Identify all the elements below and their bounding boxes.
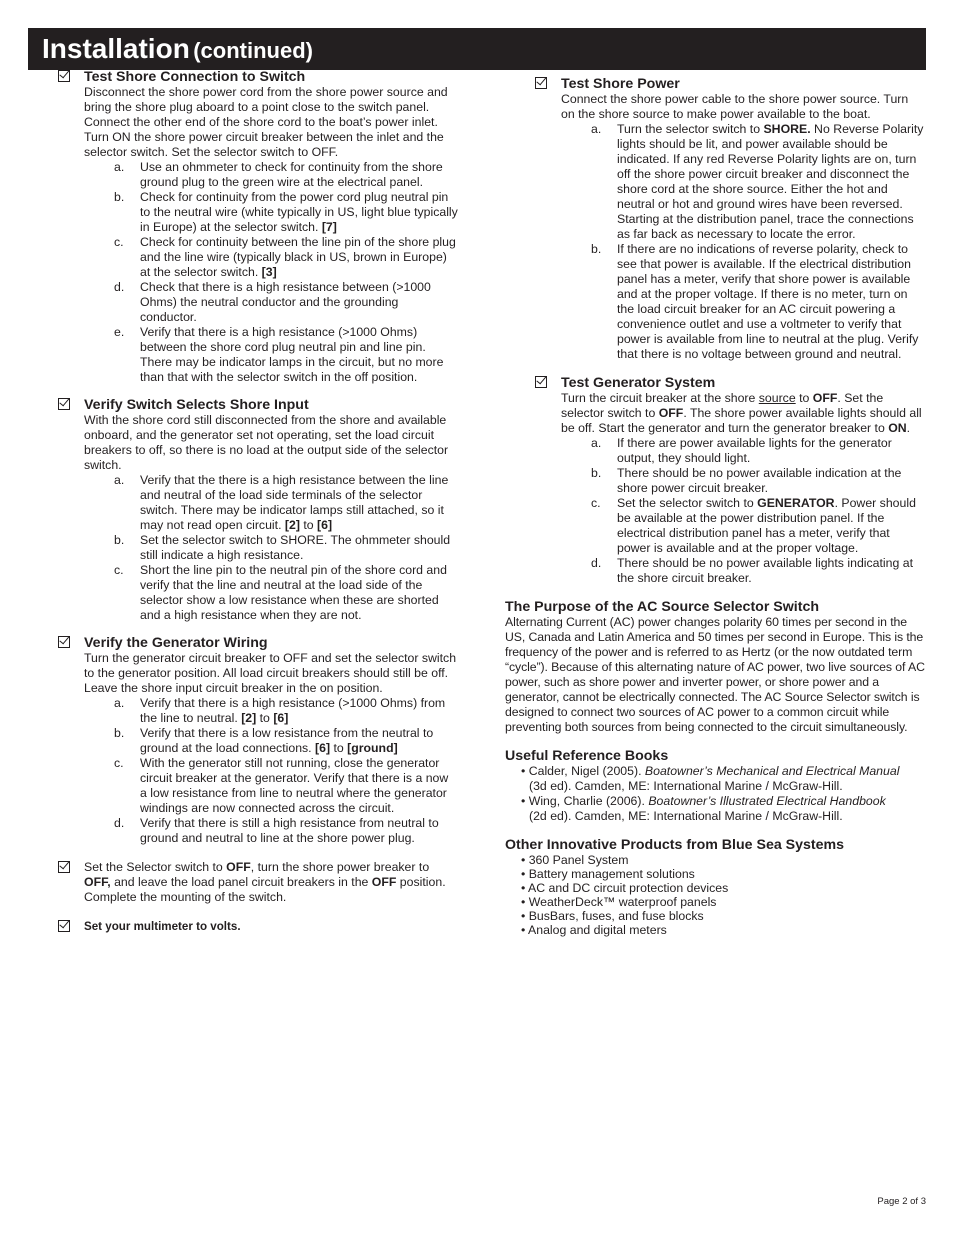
step-item: a. Verify that there is a high resistance (>1000 Ohms) from the line to neutral. [2] to [6] <box>114 696 446 725</box>
step-item: b. If there are no indications of reverse polarity, check to see that power is available. If the electrical distribution panel has a meter, verify that shore power is available and at the proper voltage. If there is no meter, turn on the load circuit breaker for an AC circuit powering a convenience outlet and use a voltmeter to verify that power is available from line to neutral at the plug. Verify that there is no voltage between ground and neutral. <box>591 242 919 361</box>
section-intro: Connect the shore power cable to the shore power source. Turn on the shore source to make power available to the boat. <box>561 92 909 121</box>
checkbox-icon <box>535 77 547 89</box>
section-purpose <box>505 599 925 735</box>
section-intro: Turn the circuit breaker at the shore source to OFF. Set the selector switch to OFF. The shore power available lights should all be off. Start the generator and turn the generator breaker to ON. <box>561 391 922 435</box>
section-title: Test Shore Connection to Switch <box>84 69 306 85</box>
header-subtitle: (continued) <box>193 38 313 63</box>
section-title: Other Innovative Products from Blue Sea Systems <box>505 837 845 853</box>
checkbox-icon <box>58 70 70 82</box>
left-column <box>58 69 458 934</box>
list-item: • Wing, Charlie (2006). Boatowner’s Illustrated Electrical Handbook (2d ed). Camden, ME: International Marine / McGraw-Hill. <box>521 794 886 823</box>
step-list <box>84 696 458 846</box>
section-other-products <box>505 837 925 937</box>
section-test-generator <box>535 375 925 586</box>
step-item: b. Check for continuity from the power cord plug neutral pin to the neutral wire (white typically in US, light blue typically in Europe) at the selector switch. [7] <box>114 190 458 234</box>
book-list <box>505 764 925 824</box>
checkbox-icon <box>58 861 70 873</box>
list-item: • 360 Panel System <box>521 853 629 867</box>
step-item: c. Check for continuity between the line pin of the shore plug and the line wire (typically black in US, brown in Europe) at the selector switch. [3] <box>114 235 456 279</box>
step-item: b. Set the selector switch to SHORE. The ohmmeter should still indicate a high resistance. <box>114 533 451 562</box>
section-title: Test Shore Power <box>561 76 680 92</box>
step-list <box>561 122 925 362</box>
list-item: • WeatherDeck™ waterproof panels <box>521 895 717 909</box>
section-title: Verify Switch Selects Shore Input <box>84 397 309 413</box>
step-item: e. Verify that there is a high resistance (>1000 Ohms) between the shore cord plug neutral pin and line pin. There may be indicator lamps in the circuit, but no more than that with the selector switch in the off position. <box>114 325 444 384</box>
list-item: • AC and DC circuit protection devices <box>521 881 729 895</box>
product-list <box>505 853 925 937</box>
list-item: • Battery management solutions <box>521 867 695 881</box>
step-item: b. There should be no power available indication at the shore power circuit breaker. <box>591 466 902 495</box>
step-item: b. Verify that there is a low resistance from the neutral to ground at the load connections. [6] to [ground] <box>114 726 434 755</box>
step-item: c. Short the line pin to the neutral pin of the shore cord and verify that the line and neutral at the load side of the selector show a low resistance when these are shorted and a high resistance when they are not. <box>114 563 447 622</box>
page-number: Page 2 of 3 <box>877 1196 926 1207</box>
section-verify-switch-shore <box>58 397 458 623</box>
step-item: d. Verify that there is still a high resistance from neutral to ground and neutral to line at the shore power plug. <box>114 816 439 845</box>
section-title: Verify the Generator Wiring <box>84 635 268 651</box>
checkbox-icon <box>58 398 70 410</box>
step-item: a. Turn the selector switch to SHORE. No Reverse Polarity lights should be lit, and power available should be indicated. If any red Reverse Polarity lights are on, turn off the shore power circuit breaker and disconnect the shore cord at the shore source. Either the hot and neutral or hot and ground wires have been reversed. Starting at the distribution panel, trace the connections as far back as necessary to locate the error. <box>591 122 924 241</box>
section-reference-books <box>505 748 925 824</box>
checkbox-icon <box>535 376 547 388</box>
section-intro: With the shore cord still disconnected from the shore and available onboard, and the generator set not operating, set the load circuit breakers to off, so there is no load at the output side of the selector switch. <box>84 413 449 472</box>
section-text: Set your multimeter to volts. <box>84 920 241 933</box>
section-text: Alternating Current (AC) power changes polarity 60 times per second in the US, Canada and Latin America and 50 times per second in Europe. This is the frequency of the power and is referred to as Hertz (or the now outdated term “cycle”). Because of this alternating nature of AC power, two live sources of AC power, such as shore power and inverter power, or shore power and a generator, cannot be electrically connected. The AC Source Selector switch is designed to connect two sources of AC power to a common circuit while preventing both sources from being connected to the circuit simultaneously. <box>505 615 925 734</box>
section-test-shore-power <box>535 76 925 362</box>
step-list <box>561 436 925 586</box>
step-list <box>84 160 458 385</box>
section-verify-generator <box>58 635 458 846</box>
step-item: d. There should be no power available lights indicating at the shore circuit breaker. <box>591 556 913 585</box>
section-intro: Disconnect the shore power cord from the shore power source and bring the shore plug aboard to a point close to the switch panel. Connect the other end of the shore cord to the boat’s power inlet. Turn ON the shore power circuit breaker between the inlet and the selector switch. Set the selector switch to OFF. <box>84 85 448 159</box>
section-title: The Purpose of the AC Source Selector Switch <box>505 599 820 615</box>
list-item: • BusBars, fuses, and fuse blocks <box>521 909 704 923</box>
section-title: Useful Reference Books <box>505 748 669 764</box>
page-header <box>28 28 926 70</box>
section-title: Test Generator System <box>561 375 716 391</box>
step-list <box>84 473 458 623</box>
section-set-multimeter <box>58 919 458 934</box>
step-item: a. If there are power available lights for the generator output, they should light. <box>591 436 892 465</box>
step-item: a. Verify that the there is a high resistance between the line and neutral of the load side terminals of the selector switch. There may be indicator lamps still attached, so it may not read open circuit. [2] to [6] <box>114 473 449 532</box>
section-intro: Turn the generator circuit breaker to OFF and set the selector switch to the generator position. All load circuit breakers should still be off. Leave the shore input circuit breaker in the on position. <box>84 651 457 695</box>
right-column <box>505 76 925 937</box>
step-item: d. Check that there is a high resistance between (>1000 Ohms) the neutral conductor and the grounding conductor. <box>114 280 431 324</box>
step-item: c. With the generator still not running, close the generator circuit breaker at the generator. Verify that there is a now a low resistance from line to neutral where the generator windings are now connected across the circuit. <box>114 756 449 815</box>
step-item: c. Set the selector switch to GENERATOR. Power should be available at the power distribution panel. If the electrical distribution panel has a meter, verify that power is available and at the proper voltage. <box>591 496 916 555</box>
list-item: • Analog and digital meters <box>521 923 667 937</box>
section-test-shore-connection <box>58 69 458 385</box>
list-item: • Calder, Nigel (2005). Boatowner’s Mechanical and Electrical Manual (3d ed). Camden, ME: International Marine / McGraw-Hill. <box>521 764 900 793</box>
checkbox-icon <box>58 636 70 648</box>
section-text: Set the Selector switch to OFF, turn the shore power breaker to OFF, and leave the load panel circuit breakers in the OFF position. Complete the mounting of the switch. <box>84 860 446 904</box>
checkbox-icon <box>58 920 70 932</box>
step-item: a. Use an ohmmeter to check for continuity from the shore ground plug to the green wire at the electrical panel. <box>114 160 443 189</box>
section-set-selector-off <box>58 860 458 905</box>
header-title: Installation <box>42 33 190 64</box>
